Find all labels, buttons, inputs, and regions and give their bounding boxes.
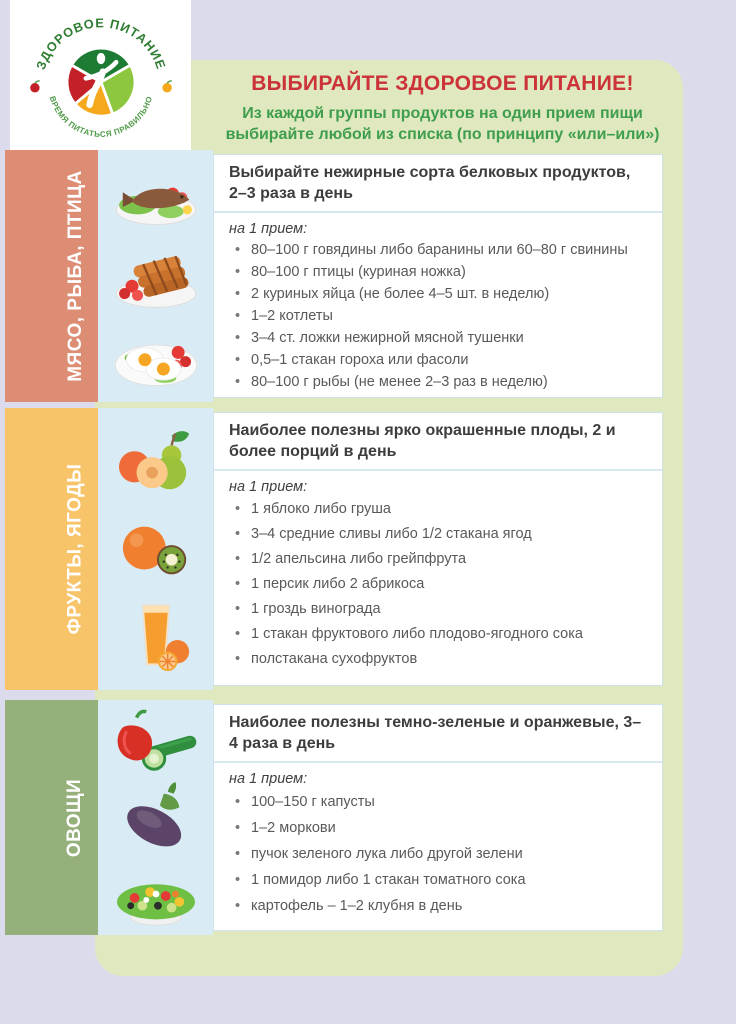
healthy-food-logo — [16, 3, 186, 148]
list-item: • картофель – 1–2 клубня в день — [229, 893, 647, 919]
section-vegetables-intro: Наиболее полезны темно-зеленые и оранжевые, 3–4 раза в день — [214, 705, 662, 763]
section-meat-body — [214, 213, 662, 397]
section-vegetables-label: ОВОЩИ — [64, 778, 86, 857]
section-meat-sidebar — [5, 150, 98, 402]
section-fruits-sidebar — [5, 408, 98, 690]
list-item: • полстакана сухофруктов — [229, 647, 647, 672]
fish-plate-icon — [106, 159, 206, 231]
section-meat-fish-poultry — [5, 150, 663, 402]
pear-peach-icon — [106, 422, 206, 498]
list-item: • 2 куриных яйца (не более 4–5 шт. в неделю) — [229, 283, 647, 305]
section-meat-intro: Выбирайте нежирные сорта белковых продуктов, 2–3 раза в день — [214, 155, 662, 213]
list-item: • 1 персик либо 2 абрикоса — [229, 572, 647, 597]
pepper-cucumber-icon — [106, 702, 206, 778]
section-meat-icon-column — [98, 150, 213, 402]
section-fruits-icon-column — [98, 408, 213, 690]
list-item: • 1 стакан фруктового либо плодово-ягодного сока — [229, 622, 647, 647]
list-item: • 80–100 г говядины либо баранины или 60–80 г свинины — [229, 239, 647, 261]
list-item: • 100–150 г капусты — [229, 789, 647, 815]
list-item: • 1–2 моркови — [229, 815, 647, 841]
section-vegetables-sidebar — [5, 700, 98, 935]
portion-label: на 1 прием: — [229, 221, 308, 237]
list-item: • 80–100 г рыбы (не менее 2–3 раз в неделю) — [229, 371, 647, 393]
section-fruits-card — [213, 412, 663, 686]
section-vegetables-card — [213, 704, 663, 931]
list-item: • 1–2 котлеты — [229, 305, 647, 327]
logo-orange-icon — [162, 81, 171, 93]
list-item: • пучок зеленого лука либо другой зелени — [229, 841, 647, 867]
eggplant-icon — [106, 780, 206, 856]
list-item: • 3–4 ст. ложки нежирной мясной тушенки — [229, 327, 647, 349]
section-fruits-berries — [5, 408, 663, 690]
fried-eggs-icon — [106, 321, 206, 393]
section-vegetables-items — [229, 789, 647, 919]
section-fruits-label: ФРУКТЫ, ЯГОДЫ — [64, 463, 86, 635]
list-item: • 3–4 средние сливы либо 1/2 стакана ягод — [229, 522, 647, 547]
section-meat-card — [213, 154, 663, 398]
section-fruits-body — [214, 471, 662, 676]
portion-label: на 1 прием: — [229, 771, 308, 787]
list-item: • 80–100 г птицы (куриная ножка) — [229, 261, 647, 283]
logo-apple-icon — [30, 81, 39, 93]
section-vegetables — [5, 700, 663, 935]
orange-kiwi-icon — [106, 511, 206, 587]
subtitle-line-1: Из каждой группы продуктов на один прием пищи — [242, 105, 643, 122]
section-fruits-intro: Наиболее полезны ярко окрашенные плоды, 2 и более порций в день — [214, 413, 662, 471]
logo-card — [10, 0, 191, 151]
subtitle-line-2: выбирайте любой из списка (по принципу «или–или») — [225, 126, 660, 143]
section-meat-label: МЯСО, РЫБА, ПТИЦА — [64, 170, 86, 382]
list-item: • 1 помидор либо 1 стакан томатного сока — [229, 867, 647, 893]
header — [215, 72, 670, 145]
logo-arc-top-text: ЗДОРОВОЕ ПИТАНИЕ — [32, 15, 169, 72]
portion-label: на 1 прием: — [229, 479, 308, 495]
section-meat-items — [229, 239, 647, 393]
list-item: • 1/2 апельсина либо грейпфрута — [229, 547, 647, 572]
list-item: • 0,5–1 стакан гороха или фасоли — [229, 349, 647, 371]
salad-bowl-icon — [106, 857, 206, 933]
page-title: ВЫБИРАЙТЕ ЗДОРОВОЕ ПИТАНИЕ! — [251, 72, 634, 95]
grilled-meat-icon — [106, 240, 206, 312]
orange-juice-icon — [106, 601, 206, 677]
list-item: • 1 гроздь винограда — [229, 597, 647, 622]
list-item: • 1 яблоко либо груша — [229, 497, 647, 522]
section-fruits-items — [229, 497, 647, 672]
section-vegetables-body — [214, 763, 662, 923]
logo-arc-bottom-text: ВРЕМЯ ПИТАТЬСЯ ПРАВИЛЬНО — [47, 94, 154, 139]
section-vegetables-icon-column — [98, 700, 213, 935]
page-subtitle — [215, 103, 670, 145]
